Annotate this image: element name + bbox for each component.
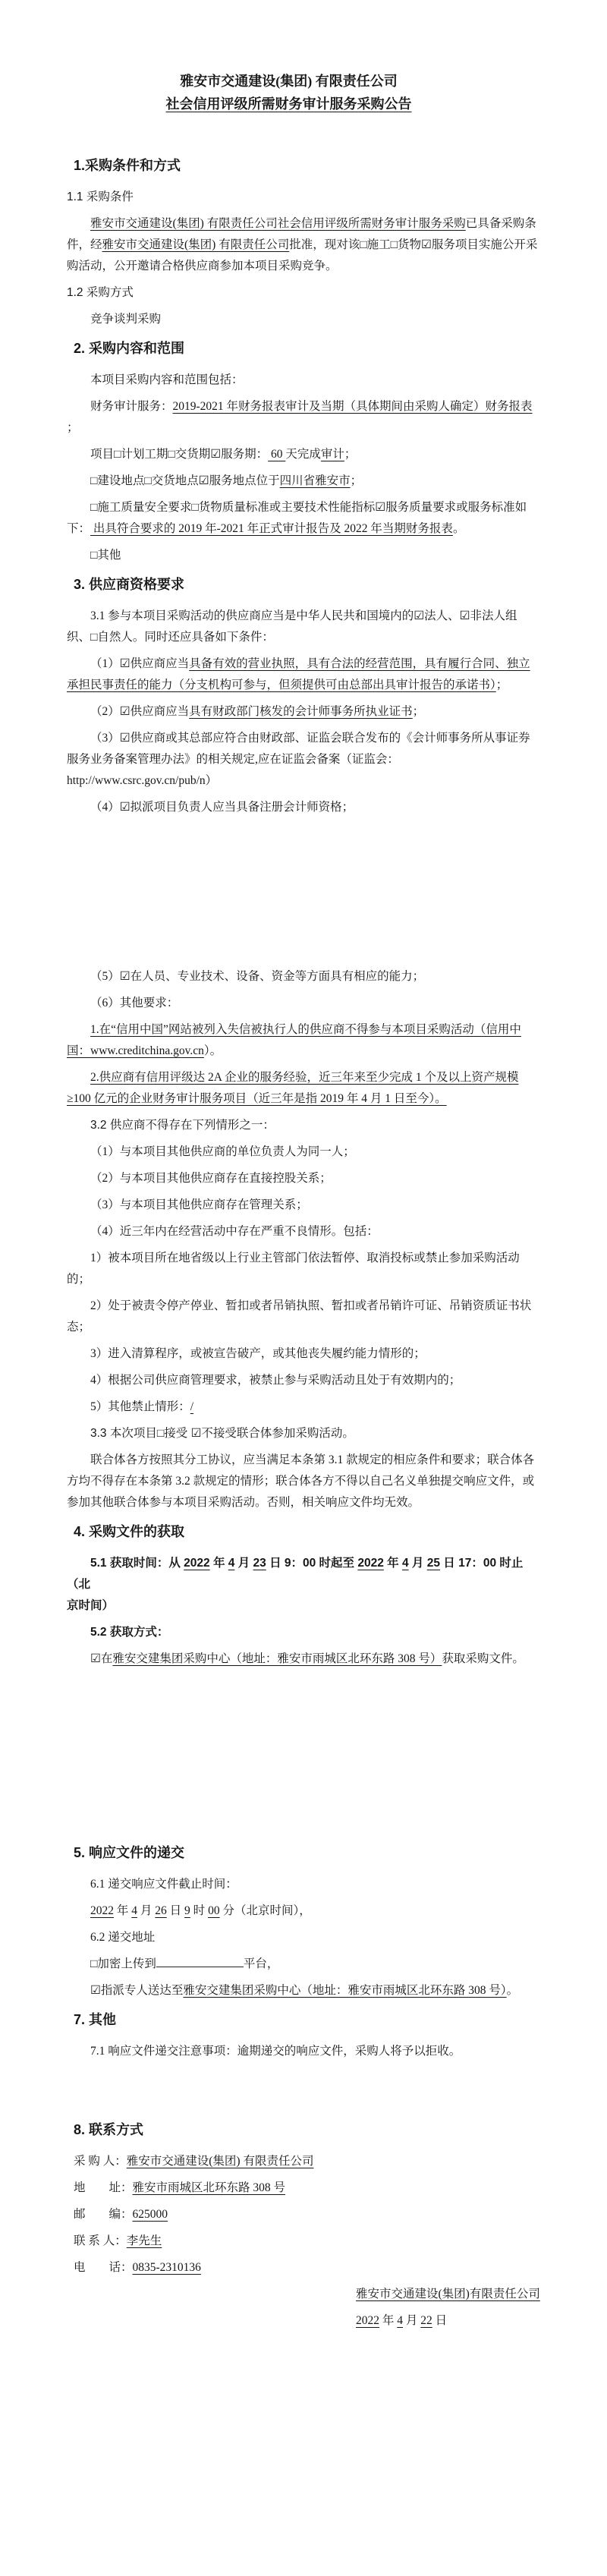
section-5-response-submission xyxy=(67,1842,540,2001)
signature-day-underlined: 22 xyxy=(420,2314,432,2327)
paragraph-acquisition-place xyxy=(67,1649,540,1670)
paragraph-acquisition-method: 5.2 获取方式： xyxy=(90,1626,169,1639)
address-value: 雅安市雨城区北环东路 308 号 xyxy=(132,2181,286,2194)
contact-buyer-row xyxy=(67,2151,540,2172)
paragraph-acquisition-time xyxy=(67,1553,540,1617)
deadline-day-underlined: 26 xyxy=(155,1904,167,1917)
section-3-heading: 3. 供应商资格要求 xyxy=(74,577,185,592)
signature-date xyxy=(349,2310,540,2332)
prohibited-case-3: （3）与本项目其他供应商存在管理关系； xyxy=(90,1198,308,1211)
paragraph-scope-intro: 本项目采购内容和范围包括： xyxy=(90,373,244,386)
section-3-supplier-qualification xyxy=(67,574,540,1513)
acquisition-address-underlined: 雅安交建集团采购中心（地址：雅安市雨城区北环东路 308 号） xyxy=(112,1652,442,1665)
slash-placeholder-underlined: / xyxy=(190,1400,194,1413)
text-segment: ☑在 xyxy=(90,1652,113,1665)
deadline-minute-underlined: 00 xyxy=(208,1904,220,1917)
subheading-1-1: 1.1 采购条件 xyxy=(67,191,134,203)
text-segment: 日 xyxy=(432,2314,448,2327)
text-segment: 天完成 xyxy=(285,448,321,461)
section-1-procurement-conditions xyxy=(67,155,540,330)
text-segment: ； xyxy=(67,421,79,434)
prohibited-case-2: （2）与本项目其他供应商存在直接控股关系； xyxy=(90,1172,332,1185)
signature-month-underlined: 4 xyxy=(397,2314,404,2327)
blank-fill-line xyxy=(156,1955,244,1968)
text-segment: 年 xyxy=(379,2314,398,2327)
text-segment: 分（北京时间）， xyxy=(219,1904,311,1917)
subheading-1-2: 1.2 采购方式 xyxy=(67,286,134,299)
section-4-document-acquisition xyxy=(67,1521,540,1834)
service-days-underlined: 60 xyxy=(268,448,286,461)
zip-value: 625000 xyxy=(132,2208,168,2221)
bad-record-item-2: 2）处于被责令停产停业、暂扣或者吊销执照、暂扣或者吊销许可证、吊销资质证书状态； xyxy=(67,1299,532,1334)
end-month-underlined: 4 xyxy=(401,1557,409,1570)
delivery-address-underlined: 雅安交建集团采购中心（地址：雅安市雨城区北环东路 308 号） xyxy=(183,1984,507,1997)
text-segment: ； xyxy=(344,448,357,461)
section-8-heading: 8. 联系方式 xyxy=(74,2122,144,2137)
section-5-heading: 5. 响应文件的递交 xyxy=(74,1845,185,1860)
other-requirement-1 xyxy=(67,1019,540,1062)
contact-zip-row xyxy=(67,2204,540,2225)
prohibited-case-1: （1）与本项目其他供应商的单位负责人为同一人； xyxy=(90,1145,355,1158)
document-title-line2 xyxy=(67,93,540,115)
paragraph-service-location xyxy=(67,471,540,492)
contact-address-row xyxy=(67,2178,540,2199)
paragraph-procurement-condition xyxy=(67,213,540,277)
paragraph-audit-service xyxy=(67,396,540,439)
end-day-underlined: 25 xyxy=(426,1557,440,1570)
text-segment: 财务审计服务： xyxy=(90,400,173,413)
paragraph-service-period xyxy=(67,444,540,465)
text-segment: （1）☑供应商应当 xyxy=(90,657,190,670)
end-year-underlined: 2022 xyxy=(357,1557,384,1570)
qualification-item-4: （4）☑拟派项目负责人应当具备注册会计师资格； xyxy=(90,801,354,814)
text-segment: 5）其他禁止情形： xyxy=(90,1400,190,1413)
section-8-contact xyxy=(67,2119,540,2332)
qualification-item-5: （5）☑在人员、专业技术、设备、资金等方面具有相应的能力； xyxy=(90,970,425,983)
section-2-scope xyxy=(67,338,540,566)
text-segment: 日 xyxy=(166,1904,185,1917)
buyer-label: 采 购 人： xyxy=(74,2155,127,2168)
qualification-item-2 xyxy=(67,701,540,723)
text-segment: 年 xyxy=(209,1557,228,1570)
text-segment: 京时间） xyxy=(67,1599,115,1612)
other-requirement-2 xyxy=(67,1067,540,1110)
section-7-heading: 7. 其他 xyxy=(74,2012,117,2027)
address-label: 地 址： xyxy=(74,2181,133,2194)
signature-company-name: 雅安市交通建设(集团)有限责任公司 xyxy=(356,2288,540,2300)
bad-record-item-5 xyxy=(67,1397,540,1418)
contact-person-label: 联 系 人： xyxy=(74,2234,127,2247)
title-underlined-text: 社会信用评级所需财务审计服务采购公告 xyxy=(165,96,412,112)
text-segment: 月 xyxy=(403,2314,421,2327)
section-1-heading: 1.采购条件和方式 xyxy=(74,158,181,173)
text-segment: 已具备采购条件，经 xyxy=(67,217,536,251)
bad-record-item-4: 4）根据公司供应商管理要求，被禁止参与采购活动且处于有效期内的； xyxy=(90,1374,461,1387)
paragraph-other-checkbox: □其他 xyxy=(90,549,121,562)
buyer-name: 雅安市交通建设(集团) 有限责任公司 xyxy=(126,2155,314,2168)
text-segment: 时 xyxy=(190,1904,209,1917)
qualification-item-3: （3）☑供应商或其总部应符合由财政部、证监会联合发布的《会计师事务所从事证券服务业务备案管理办法》的相关规定,应在证监会备案（证监会：http://www.csrc.gov.cn/pub/n） xyxy=(67,732,530,787)
audit-scope-underlined: 2019-2021 年财务报表审计及当期（具体期间由采购人确定）财务报表 xyxy=(172,400,533,413)
text-segment: 月 xyxy=(234,1557,253,1570)
text-segment: 月 xyxy=(408,1557,427,1570)
text-segment: □加密上传到 xyxy=(90,1957,156,1970)
paragraph-upload-option xyxy=(67,1954,540,1975)
quality-standard-underlined: 出具符合要求的 2019 年-2021 年正式审计报告及 2022 年当期财务报表 xyxy=(90,522,453,535)
start-month-underlined: 4 xyxy=(228,1557,235,1570)
text-segment: 批准，现对该□施工□货物☑服务项目实施公开采购活动，公开邀请合格供应商参加本项目采购竞争。 xyxy=(67,238,538,272)
paragraph-procurement-method: 竞争谈判采购 xyxy=(90,313,162,326)
signature-block xyxy=(67,2284,540,2332)
zip-label: 邮 编： xyxy=(74,2208,133,2221)
deadline-year-underlined: 2022 xyxy=(90,1904,114,1917)
audit-word-underlined: 审计 xyxy=(320,448,344,461)
deadline-month-underlined: 4 xyxy=(131,1904,138,1917)
text-segment: 平台， xyxy=(243,1957,279,1970)
section-gap xyxy=(67,2067,540,2112)
paragraph-deadline-date xyxy=(67,1901,540,1922)
paragraph-consortium-rules: 联合体各方按照其分工协议，应当满足本条第 3.1 款规定的相应条件和要求；联合体各方均不得存在本条第 3.2 款规定的情形；联合体各方不得以自己名义单独提交响应文件，或参加其他联合体参与本项目采购活动。否则，相关响应文件均无效。 xyxy=(67,1453,535,1509)
phone-value: 0835-2310136 xyxy=(132,2261,201,2274)
credit-china-requirement-underlined: 1.在“信用中国”网站被列入失信被执行人的供应商不得参与本项目采购活动（信用中国：www.creditchina.gov.cn xyxy=(67,1023,521,1057)
qualification-item-6: （6）其他要求： xyxy=(90,997,179,1009)
text-segment: 5.1 获取时间：从 xyxy=(90,1557,184,1570)
location-underlined: 四川省雅安市 xyxy=(279,474,351,487)
approver-name-underlined: 雅安市交通建设(集团) 有限责任公司 xyxy=(102,238,290,251)
contact-person-value: 李先生 xyxy=(126,2234,162,2247)
signature-year-underlined: 2022 xyxy=(356,2314,379,2327)
signature-company xyxy=(349,2284,540,2305)
text-segment: 。 xyxy=(506,1984,519,1997)
text-segment: 。 xyxy=(452,522,465,535)
prohibited-case-4: （4）近三年内在经营活动中存在严重不良情形。包括： xyxy=(90,1225,379,1238)
text-segment: 项目□计划工期□交货期☑服务期： xyxy=(90,448,269,461)
project-name-underlined: 雅安市交通建设(集团) 有限责任公司社会信用评级所需财务审计服务采购 xyxy=(90,217,466,230)
text-segment: ）。 xyxy=(203,1044,222,1057)
section-2-heading: 2. 采购内容和范围 xyxy=(74,341,185,356)
paragraph-delivery-option xyxy=(67,1980,540,2001)
text-segment: 日 17：00 时止（北 xyxy=(67,1557,524,1591)
cpa-firm-license-underlined: 具有财政部门核发的会计师事务所执业证书 xyxy=(189,705,413,718)
page-break-gap xyxy=(67,1675,540,1834)
section-4-heading: 4. 采购文件的获取 xyxy=(74,1524,185,1539)
bad-record-item-1: 1）被本项目所在地省级以上行业主管部门依法暂停、取消投标或禁止参加采购活动的； xyxy=(67,1252,520,1286)
experience-requirement-underlined: 2.供应商有信用评级达 2A 企业的服务经验，近三年来至少完成 1 个及以上资产规模≥100 亿元的企业财务审计服务项目（近三年是指 2019 年 4 月 1 日至今）。 xyxy=(67,1071,519,1105)
paragraph-submission-address-label: 6.2 递交地址 xyxy=(90,1931,156,1944)
contact-person-row xyxy=(67,2231,540,2252)
paragraph-quality-requirement xyxy=(67,497,540,540)
text-segment: （2）☑供应商应当 xyxy=(90,705,190,718)
start-day-underlined: 23 xyxy=(253,1557,266,1570)
start-year-underlined: 2022 xyxy=(184,1557,210,1570)
phone-label: 电 话： xyxy=(74,2261,133,2274)
text-segment: 获取采购文件。 xyxy=(442,1652,524,1665)
text-segment: ； xyxy=(495,679,508,691)
paragraph-3-1: 3.1 参与本项目采购活动的供应商应当是中华人民共和国境内的☑法人、☑非法人组织、□自然人。同时还应具备如下条件： xyxy=(67,609,517,644)
text-segment: ☑指派专人送达至 xyxy=(90,1984,184,1997)
qualification-item-1 xyxy=(67,653,540,696)
text-segment: □建设地点□交货地点☑服务地点位于 xyxy=(90,474,280,487)
text-segment: ； xyxy=(412,705,425,718)
text-segment: ； xyxy=(350,474,363,487)
bad-record-item-3: 3）进入清算程序，或被宣告破产，或其他丧失履约能力情形的； xyxy=(90,1347,426,1360)
paragraph-deadline-label: 6.1 递交响应文件截止时间： xyxy=(90,1878,237,1891)
contact-phone-row xyxy=(67,2257,540,2278)
text-segment: 年 xyxy=(383,1557,402,1570)
text-segment: 年 xyxy=(114,1904,132,1917)
paragraph-3-3: 3.3 本次项目□接受 ☑不接受联合体参加采购活动。 xyxy=(90,1427,354,1440)
document-title-line1: 雅安市交通建设(集团) 有限责任公司 xyxy=(180,74,398,89)
text-segment: 日 9：00 时起至 xyxy=(266,1557,358,1570)
license-requirement-underlined: 具备有效的营业执照，具有合法的经营范围，具有履行合同、独立承担民事责任的能力（分支机构可参与，但须提供可由总部出具审计报告的承诺书） xyxy=(67,657,530,691)
paragraph-3-2: 3.2 供应商不得存在下列情形之一： xyxy=(90,1119,275,1132)
deadline-hour-underlined: 9 xyxy=(184,1904,190,1917)
text-segment: 月 xyxy=(137,1904,156,1917)
section-7-others xyxy=(67,2009,540,2112)
paragraph-late-submission-note: 7.1 响应文件递交注意事项：逾期递交的响应文件，采购人将予以拒收。 xyxy=(90,2045,461,2058)
page-break-gap xyxy=(67,824,540,966)
text-segment: □施工质量安全要求□货物质量标准或主要技术性能指标☑服务质量要求或服务标准如下： xyxy=(67,501,527,535)
